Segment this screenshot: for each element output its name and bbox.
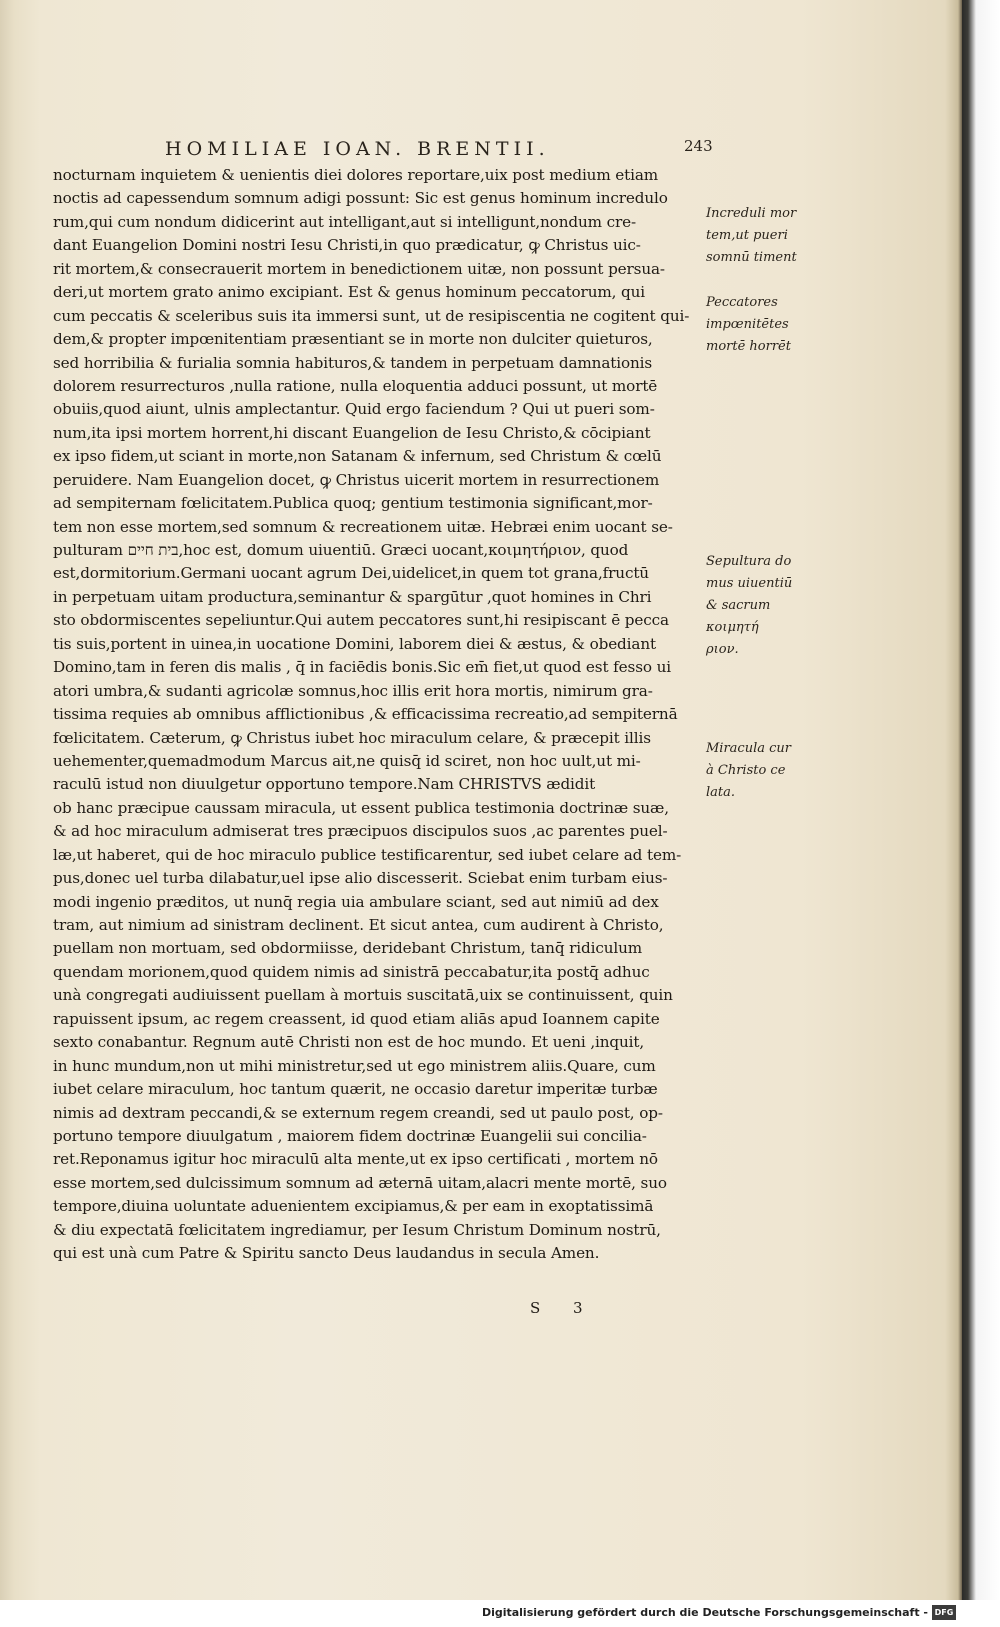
text-line: & diu expectatā fœlicitatem ingrediamur, per Iesum Christum Dominum nostrū, — [53, 1220, 661, 1239]
marginal-note-line: Peccatores — [706, 295, 778, 310]
text-line: obuiis,quod aiunt, ulnis amplectantur. Quid ergo faciendum ? Qui ut pueri som- — [53, 400, 655, 419]
text-line: nocturnam inquietem & uenientis diei dolores reportare,uix post medium etiam — [53, 166, 659, 184]
marginal-note-line: Increduli mor — [706, 206, 797, 221]
marginal-note-line: lata. — [706, 785, 736, 800]
text-line: tem non esse mortem,sed somnum & recreationem uitæ. Hebræi enim uocant se- — [53, 517, 673, 536]
text-line: ex ipso fidem,ut sciant in morte,non Satanam & infernum, sed Christum & cœlū — [53, 447, 662, 466]
text-line: rit mortem,& consecrauerit mortem in benedictionem uitæ, non possunt persua- — [53, 259, 665, 278]
signature-mark: S 3 — [530, 1299, 597, 1317]
text-line: ret.Reponamus igitur hoc miraculū alta mente,ut ex ipso certificati , mortem nō — [53, 1150, 658, 1169]
marginal-note-line: impœnitētes — [706, 317, 789, 332]
marginal-note-line: mus uiuentiū — [706, 576, 793, 591]
text-line: qui est unà cum Patre & Spiritu sancto Deus laudandus in secula Amen. — [53, 1244, 600, 1263]
text-line: puellam non mortuam, sed obdormiisse, deridebant Christum, tanq̄ ridiculum — [53, 939, 643, 958]
text-line: esse mortem,sed dulcissimum somnum ad æternā uitam,alacri mente mortē, suo — [53, 1173, 667, 1192]
text-line: modi ingenio præditos, ut nunq̄ regia uia ambulare sciant, sed aut nimiū ad dex — [53, 892, 659, 911]
text-line: tram, aut nimium ad sinistram declinent. Et sicut antea, cum audirent à Christo, — [53, 916, 664, 934]
page-number: 243 — [684, 137, 713, 155]
text-line: tempore,diuina uoluntate aduenientem excipiamus,& per eam in exoptatissimā — [53, 1197, 654, 1216]
text-line: in hunc mundum,non ut mihi ministretur,sed ut ego ministrem aliis.Quare, cum — [53, 1056, 656, 1075]
text-line: deri,ut mortem grato animo excipiant. Est & genus hominum peccatorum, qui — [53, 283, 645, 302]
marginal-note — [706, 738, 801, 804]
marginal-note-line: & sacrum — [706, 598, 771, 613]
marginal-note-line: ριον. — [706, 642, 739, 657]
text-line: uehementer,quemadmodum Marcus ait,ne quisq̄ id sciret, non hoc uult,ut mi- — [53, 751, 641, 770]
marginal-note-line: somnū timent — [706, 250, 797, 265]
marginal-note-line: Miracula cur — [706, 741, 791, 756]
text-line: rapuissent ipsum, ac regem creassent, id quod etiam aliās apud Ioannem capite — [53, 1009, 660, 1028]
marginal-note — [706, 203, 801, 269]
text-line: sto obdormiscentes sepeliuntur.Qui autem peccatores sunt,hi resipiscant ē pecca — [53, 611, 669, 630]
text-line: atori umbra,& sudanti agricolæ somnus,hoc illis erit hora mortis, nimirum gra- — [53, 681, 653, 700]
text-line: læ,ut haberet, qui de hoc miraculo publice testificarentur, sed iubet celare ad tem- — [53, 845, 682, 864]
text-line: nimis ad dextram peccandi,& se externum regem creandi, sed ut paulo post, op- — [53, 1103, 663, 1122]
text-line: num,ita ipsi mortem horrent,hi discant Euangelion de Iesu Christo,& cōcipiant — [53, 423, 651, 442]
text-line: dem,& propter impœnitentiam præsentiant se in morte non dulciter quieturos, — [53, 330, 653, 349]
text-line: fœlicitatem. Cæterum, ꝙ Christus iubet hoc miraculum celare, & præcepit illis — [53, 728, 651, 747]
dfg-logo: DFG — [932, 1605, 956, 1620]
running-head: HOMILIAE IOAN. BRENTII. — [165, 138, 550, 160]
text-line: tissima requies ab omnibus afflictionibus ,& efficacissima recreatio,ad sempiternā — [53, 705, 678, 724]
text-line: sed horribilia & furialia somnia habituros,& tandem in perpetuam damnationis — [53, 353, 653, 372]
text-line: portuno tempore diuulgatum , maiorem fidem doctrinæ Euangelii sui concilia- — [53, 1126, 647, 1145]
text-line: ad sempiternam fœlicitatem.Publica quoq; gentium testimonia significant,mor- — [53, 494, 653, 513]
body-text — [53, 164, 703, 1266]
text-line: in perpetuam uitam productura,seminantur & spargūtur ,quot homines in Chri — [53, 587, 652, 606]
marginal-note-line: tem,ut pueri — [706, 228, 788, 243]
text-line: iubet celare miraculum, hoc tantum quærit, ne occasio daretur imperitæ turbæ — [53, 1080, 658, 1099]
marginal-note-line: mortē horrēt — [706, 339, 791, 354]
text-line: raculū istud non diuulgetur opportuno tempore.Nam CHRISTVS ædidit — [53, 775, 596, 794]
footer-text: Digitalisierung gefördert durch die Deutsche Forschungsgemeinschaft - — [481, 1606, 928, 1619]
text-line: & ad hoc miraculum admiserat tres præcipuos discipulos suos ,ac parentes puel- — [53, 822, 668, 841]
footer-bar — [0, 1600, 1000, 1627]
marginal-note-line: κοιμητή — [706, 620, 759, 635]
text-line: cum peccatis & sceleribus suis ita immersi sunt, ut de resipiscentia ne cogitent qui- — [53, 306, 690, 325]
text-line: peruidere. Nam Euangelion docet, ꝙ Christus uicerit mortem in resurrectionem — [53, 470, 660, 489]
text-line: quendam morionem,quod quidem nimis ad sinistrā peccabatur,ita postq̄ adhuc — [53, 962, 650, 981]
text-line: ob hanc præcipue caussam miracula, ut essent publica testimonia doctrinæ suæ, — [53, 798, 669, 817]
text-line: tis suis,portent in uinea,in uocatione Domini, laborem diei & æstus, & obediant — [53, 634, 656, 653]
text-line: Domino,tam in feren dis malis , q̄ in faciēdis bonis.Sic em̄ fiet,ut quod est fesso ui — [53, 658, 671, 677]
text-line: dolorem resurrecturos ,nulla ratione, nulla eloquentia adduci possunt, ut mortē — [53, 376, 658, 395]
marginal-note — [706, 292, 801, 358]
marginal-note — [706, 551, 801, 661]
text-line: noctis ad capessendum somnum adigi possunt: Sic est genus hominum incredulo — [53, 189, 668, 208]
marginal-note-line: à Christo ce — [706, 763, 786, 778]
text-line: unà congregati audiuissent puellam à mortuis suscitatā,uix se continuissent, quin — [53, 986, 673, 1005]
text-line: pulturam בית חיים,hoc est, domum uiuentiū. Græci uocant,κοιμητήριον, quod — [53, 541, 629, 559]
text-line: pus,donec uel turba dilabatur,uel ipse alio discesserit. Sciebat enim turbam eius- — [53, 869, 668, 888]
text-line: rum,qui cum nondum didicerint aut intelligant,aut si intelligunt,nondum cre- — [53, 212, 636, 231]
marginal-note-line: Sepultura do — [706, 554, 792, 569]
book-edge — [962, 0, 1000, 1600]
text-line: dant Euangelion Domini nostri Iesu Christi,in quo prædicatur, ꝙ Christus uic- — [53, 236, 641, 255]
text-line: sexto conabantur. Regnum autē Christi non est de hoc mundo. Et ueni ,inquit, — [53, 1033, 645, 1052]
text-line: est,dormitorium.Germani uocant agrum Dei,uidelicet,in quem tot grana,fructū — [53, 564, 649, 583]
